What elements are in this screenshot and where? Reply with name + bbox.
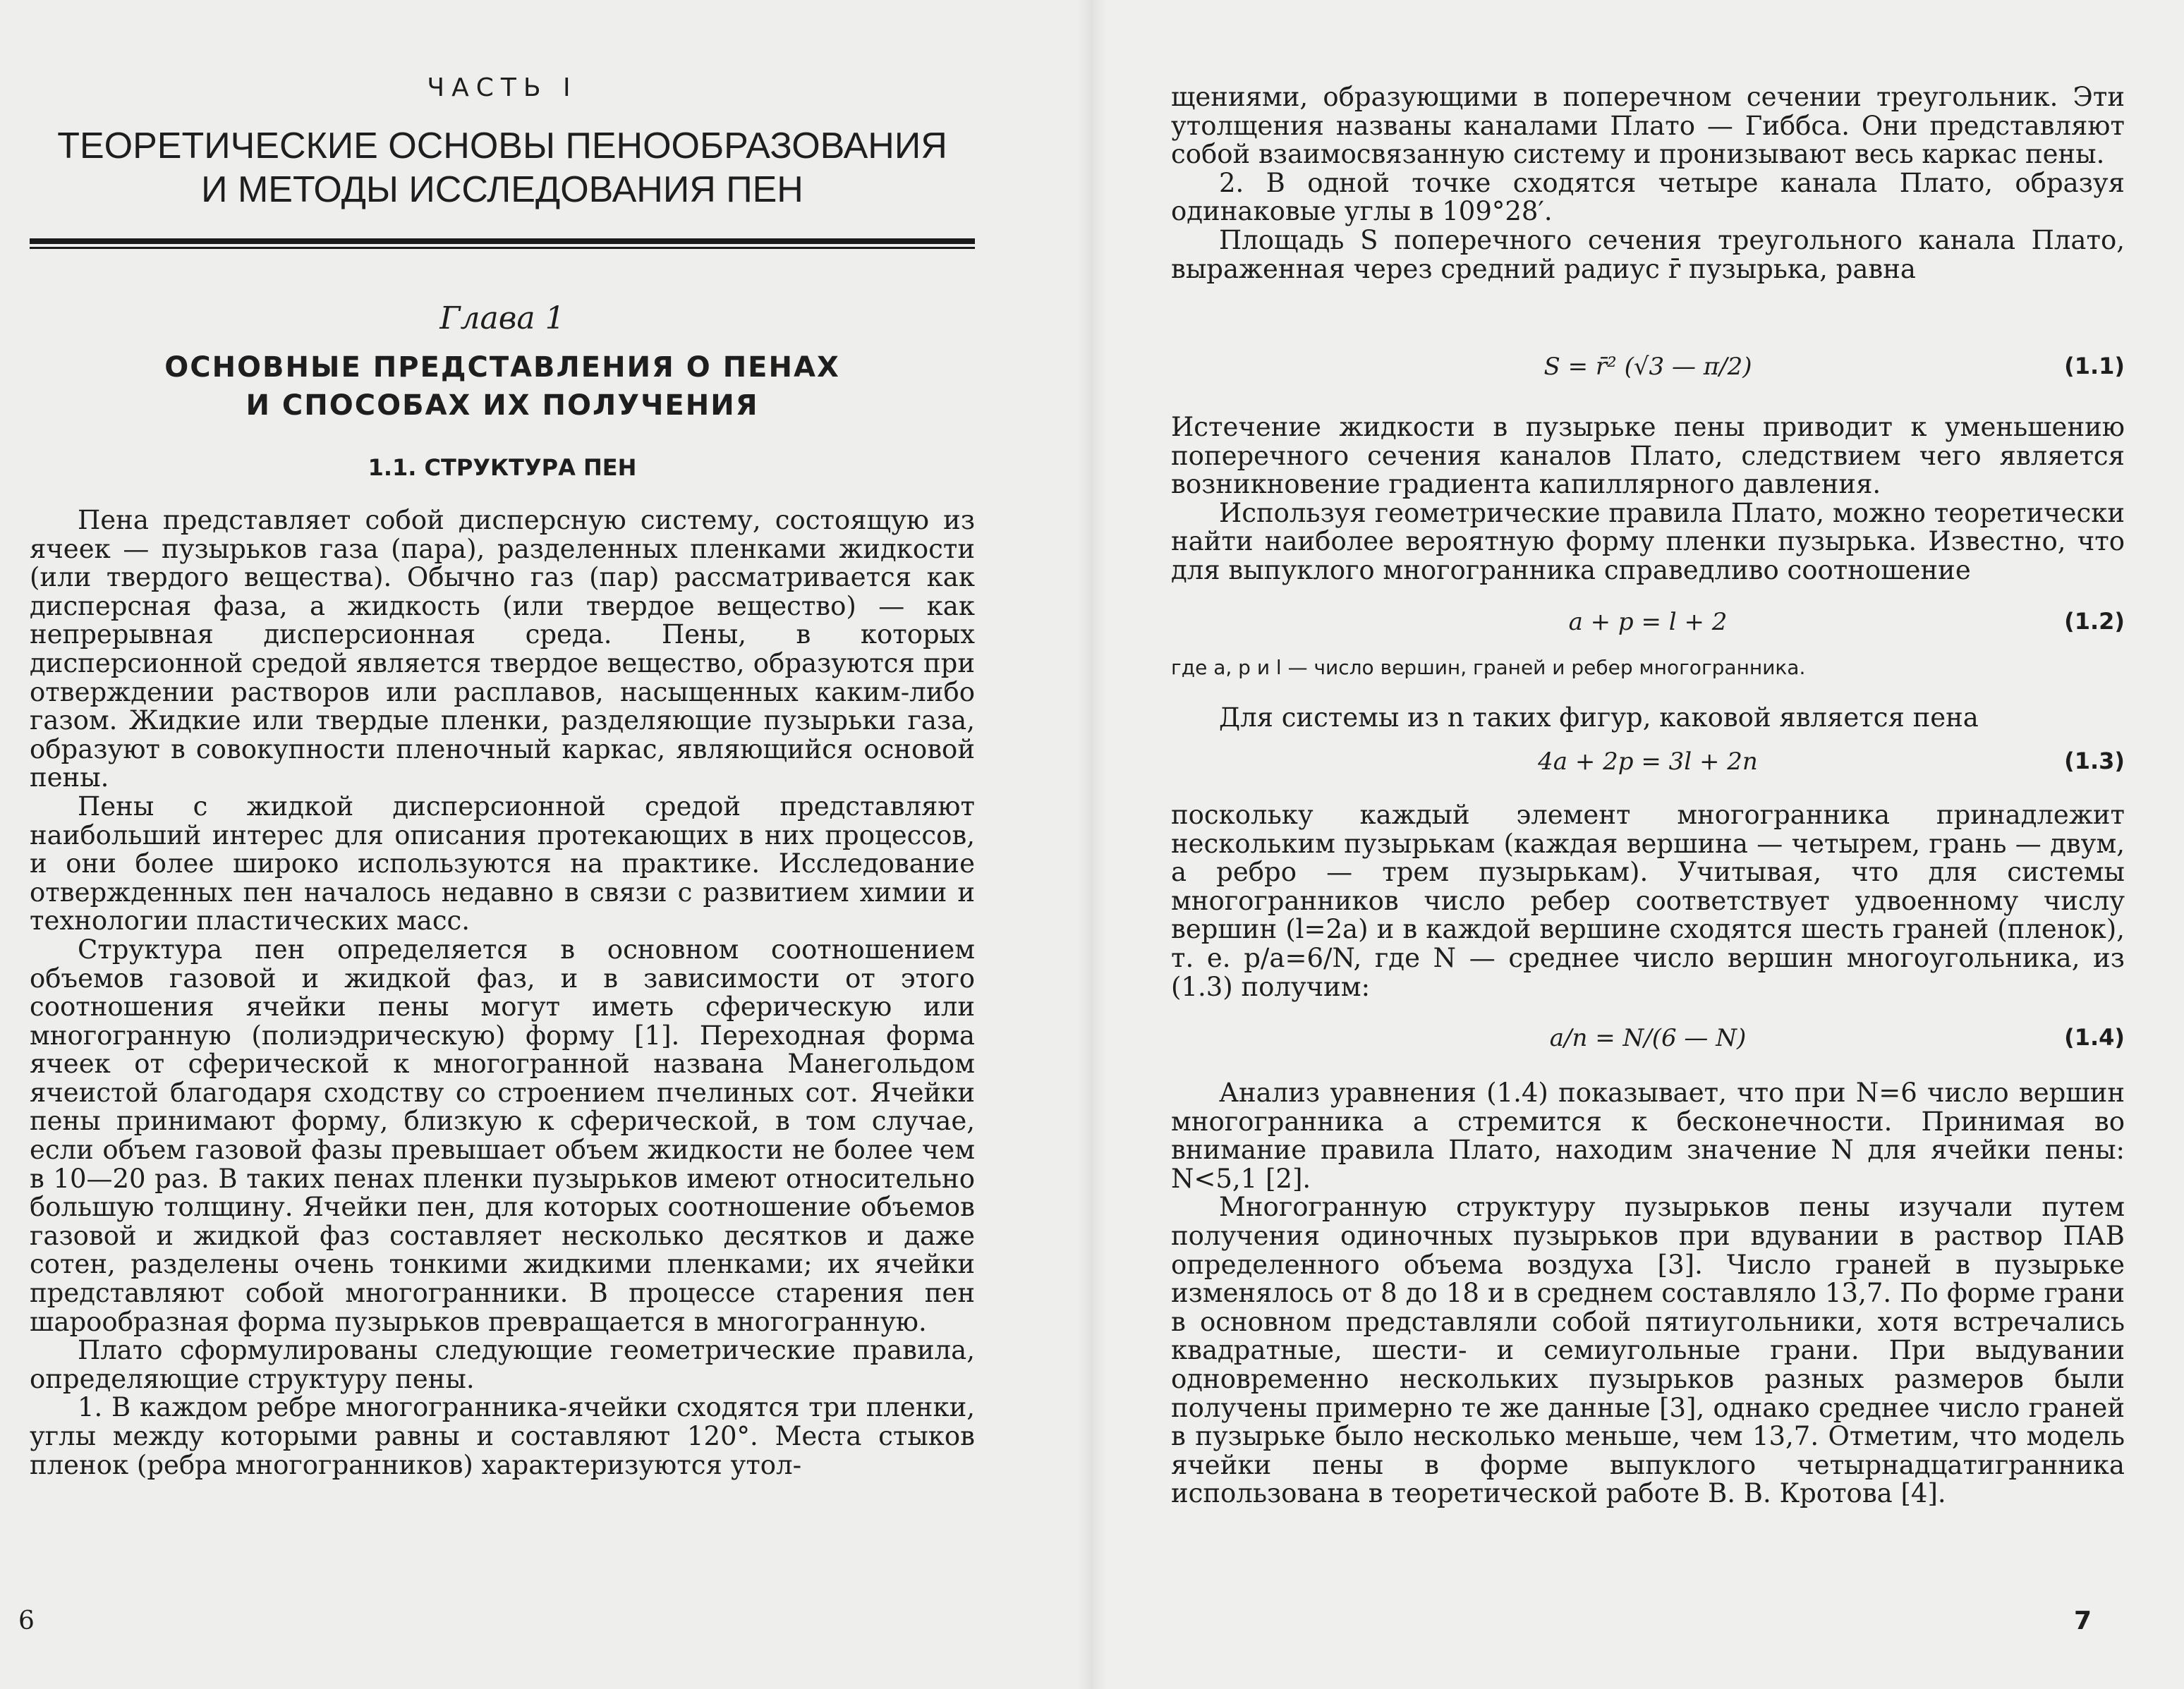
formula-expression: S = r̄² (√3 — π/2) (1543, 353, 1752, 381)
page-number-right: 7 (2074, 1606, 2092, 1635)
part-label: ЧАСТЬ I (427, 73, 578, 102)
chapter-title-line-2: И СПОСОБАХ ИХ ПОЛУЧЕНИЯ (245, 389, 759, 422)
formula-1-4 (1171, 1024, 2125, 1055)
formula-note: где a, p и l — число вершин, граней и ребер многогранника. (1171, 656, 1806, 679)
title-rule-thick (30, 238, 975, 244)
formula-expression: a/n = N/(6 — N) (1549, 1024, 1747, 1052)
paragraph: Анализ уравнения (1.4) показывает, что при N=6 число вершин многогранника a стремится к бесконечности. Принимая во внимание правила Плато, находим значение N для ячейки пены: N<5,1 [2]. (1171, 1078, 2125, 1194)
chapter-title-line-1: ОСНОВНЫЕ ПРЕДСТАВЛЕНИЯ О ПЕНАХ (164, 351, 840, 384)
formula-number: (1.2) (2064, 608, 2125, 635)
formula-1-3 (1171, 748, 2125, 779)
right-page (1092, 0, 2184, 1689)
part-title (30, 124, 975, 212)
left-body-text (30, 506, 975, 1480)
paragraph: Структура пен определяется в основном соотношением объемов газовой и жидкой фаз, и в зависимости от этого соотношения ячейки пены могут иметь сферическую или многогранную (полиэдрическую) форму [1]. Переходная форма ячеек от сферической к многогранной названа Манегольдом ячеистой благодаря сходству со строением пчелиных сот. Ячейки пены принимают форму, близкую к сферической, в том случае, если объем газовой фазы превышает объем жидкости не более чем в 10—20 раз. В таких пенах пленки пузырьков имеют относительно большую толщину. Ячейки пен, для которых соотношение объемов газовой и жидкой фаз составляет несколько десятков и даже сотен, разделены очень тонкими жидкими пленками; их ячейки представляют собой многогранники. В процессе старения пен шарообразная форма пузырьков превращается в многогранную. (30, 934, 975, 1337)
right-body-text-5 (1171, 1079, 2125, 1508)
right-body-text-4 (1171, 801, 2125, 1001)
paragraph: щениями, образующими в поперечном сечении треугольник. Эти утолщения названы каналами Плато — Гиббса. Они представляют собой взаимосвязанную систему и пронизывают весь каркас пены. (1171, 82, 2125, 170)
part-title-line-1: ТЕОРЕТИЧЕСКИЕ ОСНОВЫ ПЕНООБРАЗОВАНИЯ (57, 126, 947, 166)
formula-1-1 (1171, 353, 2125, 384)
paragraph: поскольку каждый элемент многогранника принадлежит нескольким пузырькам (каждая вершина — четырем, грань — двум, а ребро — трем пузырькам). Учитывая, что для системы многогранников число ребер соответствует удвоенному числу вершин (l=2a) и в каждой вершине сходятся шесть граней (пленок), т. е. p/a=6/N, где N — среднее число вершин многоугольника, из (1.3) получим: (1171, 800, 2125, 1002)
right-body-text-1 (1171, 83, 2125, 283)
paragraph: Площадь S поперечного сечения треугольного канала Плато, выраженная через средний радиус r̄ пузырька, равна (1171, 224, 2125, 284)
paragraph: 2. В одной точке сходятся четыре канала Плато, образуя одинаковые углы в 109°28′. (1171, 167, 2125, 227)
part-title-line-2: И МЕТОДЫ ИССЛЕДОВАНИЯ ПЕН (201, 169, 803, 210)
formula-number: (1.1) (2064, 353, 2125, 379)
formula-number: (1.4) (2064, 1024, 2125, 1051)
paragraph: Для системы из n таких фигур, каковой является пена (1219, 702, 1979, 733)
paragraph: Плато сформулированы следующие геометрические правила, определяющие структуру пены. (30, 1335, 975, 1394)
page-number-left: 6 (18, 1606, 35, 1635)
paragraph: 1. В каждом ребре многогранника-ячейки сходятся три пленки, углы между которыми равны и составляют 120°. Места стыков пленок (ребра многогранников) характеризуются утол- (30, 1392, 975, 1480)
right-body-text-3 (1171, 704, 2125, 733)
section-title: 1.1. СТРУКТУРА ПЕН (368, 454, 637, 481)
paragraph: Используя геометрические правила Плато, можно теоретически найти наиболее вероятную форму пленки пузырька. Известно, что для выпуклого многогранника справедливо соотношение (1171, 497, 2125, 585)
paragraph: Многогранную структуру пузырьков пены изучали путем получения одиночных пузырьков при вдувании в раствор ПАВ определенного объема воздуха [3]. Число граней в пузырьке изменялось от 8 до 18 и в среднем составляло 13,7. По форме грани в основном представляли собой пятиугольники, хотя встречались квадратные, шести- и семиугольные грани. При выдувании одновременно нескольких пузырьков разных размеров были получены примерно те же данные [3], однако среднее число граней в пузырьке было несколько меньше, чем 13,7. Отметим, что модель ячейки пены в форме выпуклого четырнадцатигранника использована в теоретической работе В. В. Кротова [4]. (1171, 1192, 2125, 1509)
formula-1-2 (1171, 608, 2125, 639)
title-rule-thin (30, 247, 975, 249)
formula-expression: 4a + 2p = 3l + 2n (1538, 748, 1758, 776)
book-gutter (1078, 0, 1106, 1689)
formula-number: (1.3) (2064, 748, 2125, 774)
chapter-title (30, 348, 975, 425)
formula-expression: a + p = l + 2 (1568, 608, 1728, 636)
right-body-text-2 (1171, 413, 2125, 585)
chapter-label: Глава 1 (439, 300, 565, 336)
paragraph: Пена представляет собой дисперсную систему, состоящую из ячеек — пузырьков газа (пара), разделенных пленками жидкости (или твердого вещества). Обычно газ (пар) рассматривается как дисперсная фаза, а жидкость (или твердое вещество) — как непрерывная дисперсионная среда. Пены, в которых дисперсионной средой является твердое вещество, образуются при отверждении растворов или расплавов, насыщенных каким-либо газом. Жидкие или твердые пленки, разделяющие пузырьки газа, образуют в совокупности пленочный каркас, являющийся основой пены. (30, 505, 975, 793)
paragraph: Пены с жидкой дисперсионной средой представляют наибольший интерес для описания протекающих в них процессов, и они более широко используются на практике. Исследование отвержденных пен началось недавно в связи с развитием химии и технологии пластических масс. (30, 791, 975, 937)
paragraph: Истечение жидкости в пузырьке пены приводит к уменьшению поперечного сечения каналов Плато, следствием чего является возникновение градиента капиллярного давления. (1171, 412, 2125, 500)
